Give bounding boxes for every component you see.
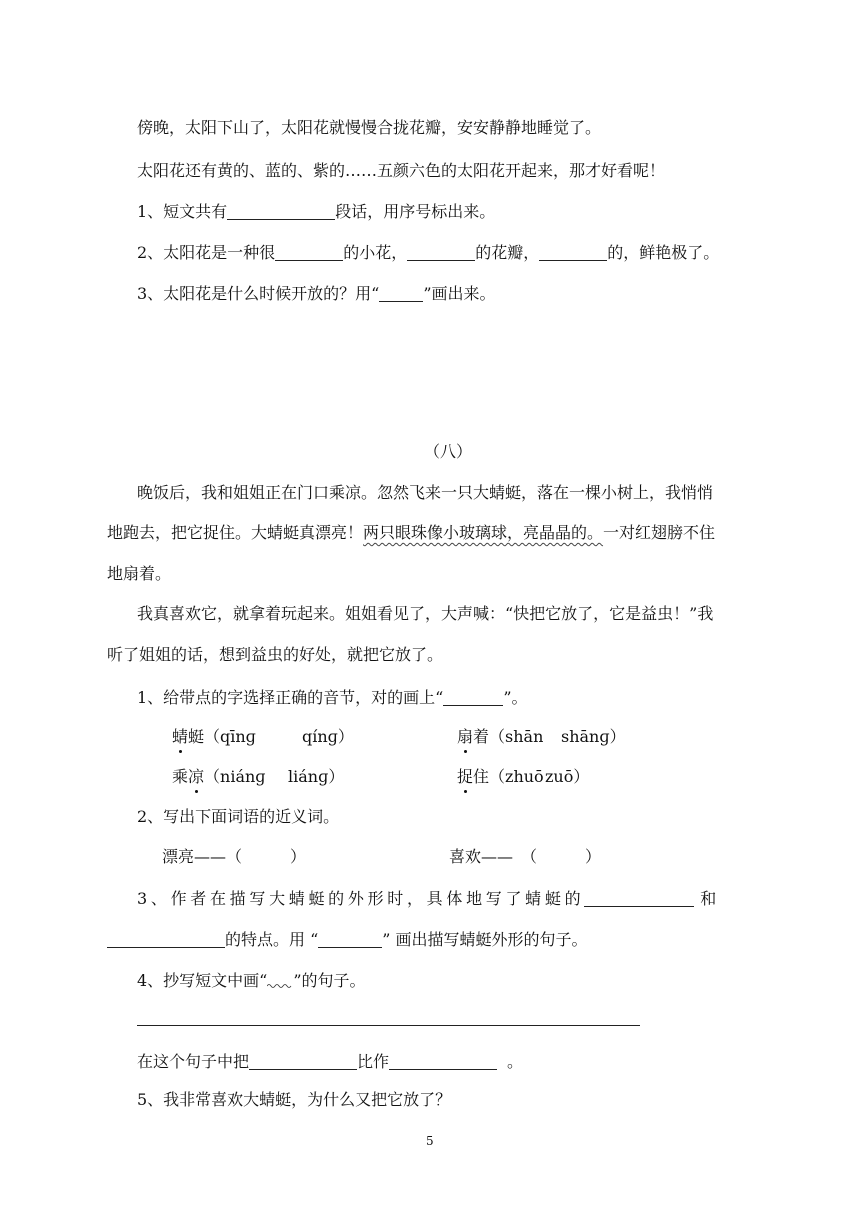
pinyin-option	[172, 766, 266, 788]
answer-blank[interactable]	[275, 244, 343, 261]
question-4	[137, 970, 366, 992]
answer-blank[interactable]	[539, 244, 607, 261]
section-title: （八）	[424, 442, 473, 461]
question-3	[137, 283, 496, 305]
text-segment: 一对红翅膀不住	[603, 523, 716, 542]
synonym-item[interactable]: 漂亮——（ ）	[162, 847, 307, 866]
answer-blank[interactable]	[389, 1053, 497, 1070]
question-1	[137, 687, 528, 709]
question-2	[137, 242, 719, 264]
answer-blank[interactable]	[107, 931, 225, 948]
question-text: 的特点。用 “	[225, 930, 319, 949]
question-text: 比作	[357, 1052, 390, 1071]
synonym-item[interactable]: 喜欢—— （ ）	[449, 847, 602, 866]
paragraph-line: 晚饭后，我和姐姐正在门口乘凉。忽然飞来一只大蜻蜓，落在一棵小树上，我悄悄	[137, 483, 714, 502]
answer-blank[interactable]	[584, 890, 694, 907]
pinyin-option	[172, 726, 256, 748]
question-1	[137, 201, 495, 223]
question-text: 3、作者在描写大蜻蜓的外形时，具体地写了蜻蜓的	[137, 889, 585, 908]
question-text: 。	[507, 1052, 524, 1071]
answer-line[interactable]	[137, 1025, 640, 1026]
underline-mark	[318, 931, 382, 948]
question-text: 和	[700, 889, 720, 908]
underline-mark	[379, 285, 423, 302]
question-text: 的小花，	[343, 243, 408, 262]
page-number: 5	[426, 1134, 434, 1148]
question-text: 1、短文共有	[137, 202, 228, 221]
question-text: 2、太阳花是一种很	[137, 243, 276, 262]
question-text: ”。	[503, 688, 528, 707]
answer-blank[interactable]	[227, 203, 335, 220]
answer-blank[interactable]	[249, 1053, 357, 1070]
question-text: ”的句子。	[293, 971, 366, 990]
question-text: 1、给带点的字选择正确的音节，对的画上“	[137, 688, 444, 707]
plain-character: 乘	[172, 767, 189, 786]
pinyin-choice[interactable]: qínɡ）	[302, 727, 354, 746]
pinyin-option	[457, 766, 544, 788]
wavy-line-icon	[267, 978, 293, 988]
question-text: 的花瓣，	[475, 243, 540, 262]
paragraph-line: 我真喜欢它，就拿着玩起来。姐姐看见了，大声喊：“快把它放了，它是益虫！”我	[137, 604, 714, 623]
text-segment: 地跑去，把它捉住。大蜻蜓真漂亮！	[107, 523, 364, 542]
pinyin-option	[457, 726, 543, 748]
underline-mark	[443, 689, 503, 706]
dotted-character: 捉	[457, 767, 474, 786]
question-text: ” 画出描写蜻蜓外形的句子。	[382, 930, 588, 949]
pinyin-choice[interactable]: zuō）	[545, 767, 590, 786]
question-text: 3、太阳花是什么时候开放的？用“	[137, 284, 380, 303]
question-5: 5、我非常喜欢大蜻蜓，为什么又把它放了？	[137, 1090, 452, 1109]
pinyin-choice[interactable]: shānɡ）	[561, 727, 626, 746]
paragraph-line	[107, 522, 715, 544]
dotted-character: 凉	[188, 767, 205, 786]
question-text: 在这个句子中把	[137, 1052, 250, 1071]
metaphor-question	[137, 1051, 523, 1073]
dotted-character: 扇	[457, 727, 474, 746]
question-3-cont	[107, 929, 588, 951]
pinyin-choice[interactable]: （niánɡ	[204, 767, 266, 786]
question-text: ”画出来。	[423, 284, 496, 303]
paragraph-line: 太阳花还有黄的、蓝的、紫的……五颜六色的太阳花开起来，那才好看呢！	[137, 161, 666, 180]
paragraph-line: 听了姐姐的话，想到益虫的好处，就把它放了。	[107, 645, 444, 664]
paragraph-line: 地扇着。	[107, 564, 172, 583]
paragraph-line: 傍晚，太阳下山了，太阳花就慢慢合拢花瓣，安安静静地睡觉了。	[137, 118, 602, 137]
dotted-character: 蜻	[172, 727, 189, 746]
wavy-underlined-sentence: 两只眼珠像小玻璃球，亮晶晶的。	[363, 523, 604, 542]
pinyin-choice[interactable]: 住（zhuō	[473, 767, 544, 786]
pinyin-choice[interactable]: 蜓（qīnɡ	[188, 727, 256, 746]
pinyin-choice[interactable]: liánɡ）	[288, 767, 345, 786]
pinyin-choice[interactable]: 着（shān	[473, 727, 544, 746]
question-3	[137, 888, 720, 910]
question-2: 2、写出下面词语的近义词。	[137, 807, 340, 826]
question-text: 段话，用序号标出来。	[335, 202, 496, 221]
question-text: 4、抄写短文中画“	[137, 971, 268, 990]
question-text: 的，鲜艳极了。	[607, 243, 720, 262]
answer-blank[interactable]	[407, 244, 475, 261]
